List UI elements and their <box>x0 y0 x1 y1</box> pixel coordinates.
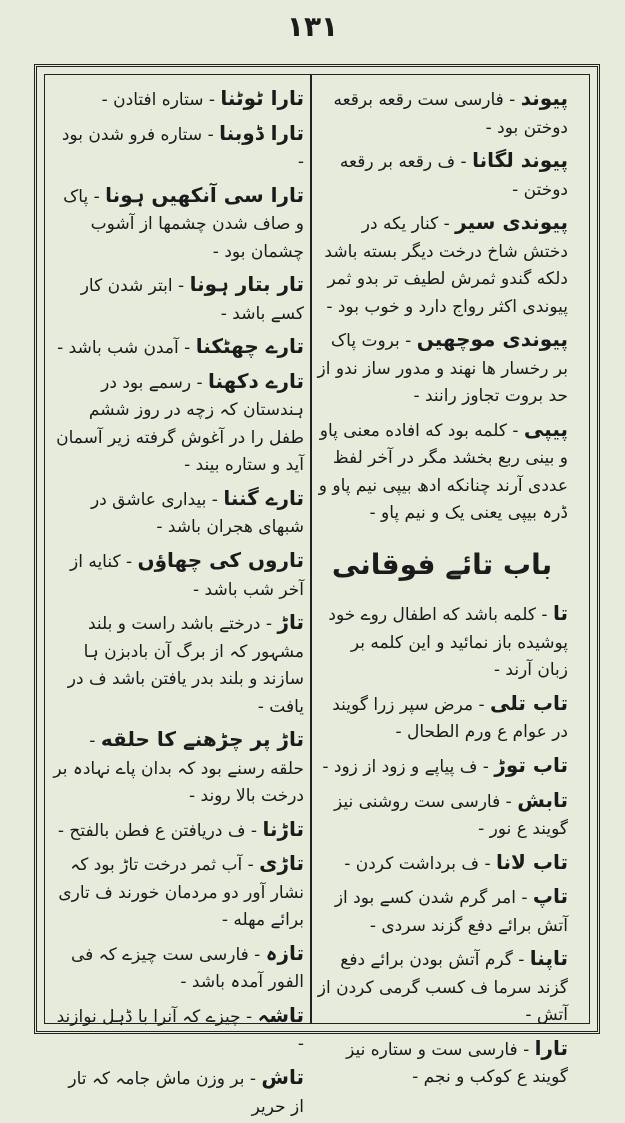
dictionary-entry <box>316 144 568 204</box>
entry-headword: پیوند لگانا <box>472 148 568 173</box>
entry-headword: تاڑ پر چڑھنے کا حلقه <box>100 727 304 752</box>
dictionary-entry <box>52 268 304 328</box>
entry-headword: تارے دکھنا <box>208 368 304 393</box>
entry-definition: - آمدن شب باشد - <box>57 338 196 359</box>
entry-definition: - فارسی ست و ستاره نیز گویند ع کوکب و نجم - <box>346 1039 568 1088</box>
dictionary-entry <box>52 82 304 115</box>
dictionary-entry <box>52 723 304 811</box>
dictionary-entry <box>52 544 304 604</box>
entry-definition: - رسمے بود در ہندستان کہ زچه در روز ششم طفل را در آغوش گرفته زیر آسمان آید و ستاره بیند - <box>56 372 304 476</box>
page-number: ١٣١ <box>286 10 339 43</box>
dictionary-entry <box>52 482 304 542</box>
entry-headword: تاب لانا <box>496 849 568 874</box>
dictionary-entry <box>52 847 304 935</box>
entry-definition: - ف دریافتن ع فطن بالفتح - <box>57 820 263 841</box>
entry-definition: - ف پیاپے و زود از زود - <box>322 756 495 777</box>
dictionary-entry <box>52 937 304 997</box>
entry-definition: - ستاره افتادن - <box>101 90 221 110</box>
entry-headword: تاڑنا <box>262 816 304 841</box>
entry-definition: - فارسی ست رقعه برقعه دوختن بود - <box>333 90 568 138</box>
dictionary-entry <box>52 117 304 177</box>
entry-headword: تارا <box>534 1035 568 1060</box>
entry-definition: - ابتر شدن کار کسے باشد - <box>80 276 304 324</box>
right-column <box>316 82 568 1094</box>
entry-definition: - مرض سپر زرا گویند در عوام ع ورم الطحال - <box>332 694 568 743</box>
dictionary-entry <box>52 606 304 721</box>
dictionary-entry <box>316 942 568 1030</box>
dictionary-entry <box>316 687 568 747</box>
entry-definition: - کلمه باشد که اطفال روے خود پوشیده باز نمائید و این کلمه بر زبان آرند - <box>328 605 568 681</box>
entry-headword: پیپی <box>523 416 568 441</box>
dictionary-entry <box>316 597 568 685</box>
entry-definition: - ف برداشت کردن - <box>344 853 496 874</box>
entry-headword: تاپنا <box>529 946 568 971</box>
entry-definition: - گرم آتش بودن برائے دفع گزند سرما ف کسب گرمی کردن از آتش - <box>317 950 568 1026</box>
dictionary-entry <box>52 365 304 480</box>
dictionary-entry <box>52 813 304 846</box>
dictionary-entry <box>52 1061 304 1121</box>
entry-headword: تاڑی <box>259 851 304 876</box>
left-column <box>52 82 304 1123</box>
dictionary-entry <box>316 413 568 528</box>
entry-headword: تازہ <box>265 940 304 965</box>
entry-definition: - درختے باشد راست و بلند مشہور کہ از برگ آن بادبزن ہا سازند و بلند بدر یافتن باشد ف در یافت - <box>67 614 304 717</box>
entry-headword: تارے گننا <box>223 485 304 510</box>
dictionary-entry <box>316 82 568 142</box>
entry-definition: - بروت پاک بر رخسار ها نهند و مدور ساز ندو از حد بروت تجاوز رانند - <box>317 331 568 407</box>
entry-headword: تابش <box>517 787 568 812</box>
entry-definition: - امر گرم شدن کسے بود از آتش برائے دفع گزند سردی - <box>334 888 568 936</box>
dictionary-entry <box>316 846 568 879</box>
entry-headword: تاش <box>261 1065 304 1089</box>
dictionary-entry <box>316 880 568 940</box>
entry-headword: تاپ <box>532 884 568 909</box>
entry-definition: - بیداری عاشق در شبهای هجران باشد - <box>91 489 304 538</box>
entry-headword: تاروں کی چھاؤں <box>137 547 304 572</box>
dictionary-entry <box>52 330 304 363</box>
dictionary-entry <box>316 206 568 321</box>
dictionary-entry <box>316 749 568 782</box>
entry-definition: - فارسی ست روشنی نیز گویند ع نور - <box>333 791 568 840</box>
column-divider <box>310 74 312 1024</box>
entry-definition: - حلقه رسنے بود کہ بدان پاے نہادہ بر درخت بالا روند - <box>53 731 304 807</box>
entry-definition: - بر وزن ماش جامہ کہ تار از حریر <box>68 1069 304 1117</box>
entry-definition: - کنایه از آخر شب باشد - <box>70 551 304 600</box>
entry-headword: تاب توڑ <box>494 752 568 777</box>
entry-definition: - کنار یکه در دختش شاخ درخت دیگر بسته باشد دلکه گندو ثمرش لطیف تر بدو ثمر پیوندی اکثر رواج دارد و خوب بود - <box>324 214 568 317</box>
entry-definition: - ف رقعه بر رقعه دوختن - <box>339 152 568 200</box>
entry-definition: - کلمه بود که افاده معنی پاو و بینی ربع بخشد مگر در آخر لفظ عددی آرند چنانکه ادھ بیپی نیم پاو و ڈرہ بیپی یعنی یک و نیم پاو - <box>318 420 568 524</box>
entry-definition: - چیزے کہ آنرا با ڈہل نوازند - <box>56 1006 304 1055</box>
entry-definition: - ستاره فرو شدن بود - <box>61 124 304 173</box>
section-title: باب تائے فوقانی <box>331 547 553 581</box>
entry-headword: تار بتار ہونا <box>189 272 304 297</box>
dictionary-entry <box>316 784 568 844</box>
entry-definition: - پاک و صاف شدن چشمها از آشوب چشمان بود - <box>63 186 304 262</box>
dictionary-entry <box>52 999 304 1059</box>
entry-headword: تارا ڈوبنا <box>219 120 304 145</box>
entry-headword: تارے چھٹکنا <box>195 334 304 359</box>
entry-headword: تاشہ <box>257 1002 304 1027</box>
dictionary-entry <box>316 323 568 411</box>
entry-headword: تاب تلی <box>490 690 568 715</box>
entry-headword: پیوندی موچھیں <box>416 327 568 352</box>
entry-headword: تاڑ <box>277 610 304 635</box>
entry-definition: - فارسی ست چیزے کہ فی الفور آمدہ باشد - <box>70 944 304 993</box>
entry-headword: تارا سی آنکھیں ہونا <box>105 182 304 207</box>
dictionary-entry <box>52 179 304 267</box>
entry-headword: تا <box>552 601 568 626</box>
entry-headword: پیوندی سیر <box>455 210 568 235</box>
entry-definition: - آب ثمر درخت تاڑ بود کہ نشار آور دو مردمان خورند ف تاری برائے مهله - <box>58 855 304 931</box>
entry-headword: پیوند <box>520 86 568 110</box>
dictionary-entry <box>316 1032 568 1092</box>
entry-headword: تارا ٹوٹنا <box>220 86 304 110</box>
